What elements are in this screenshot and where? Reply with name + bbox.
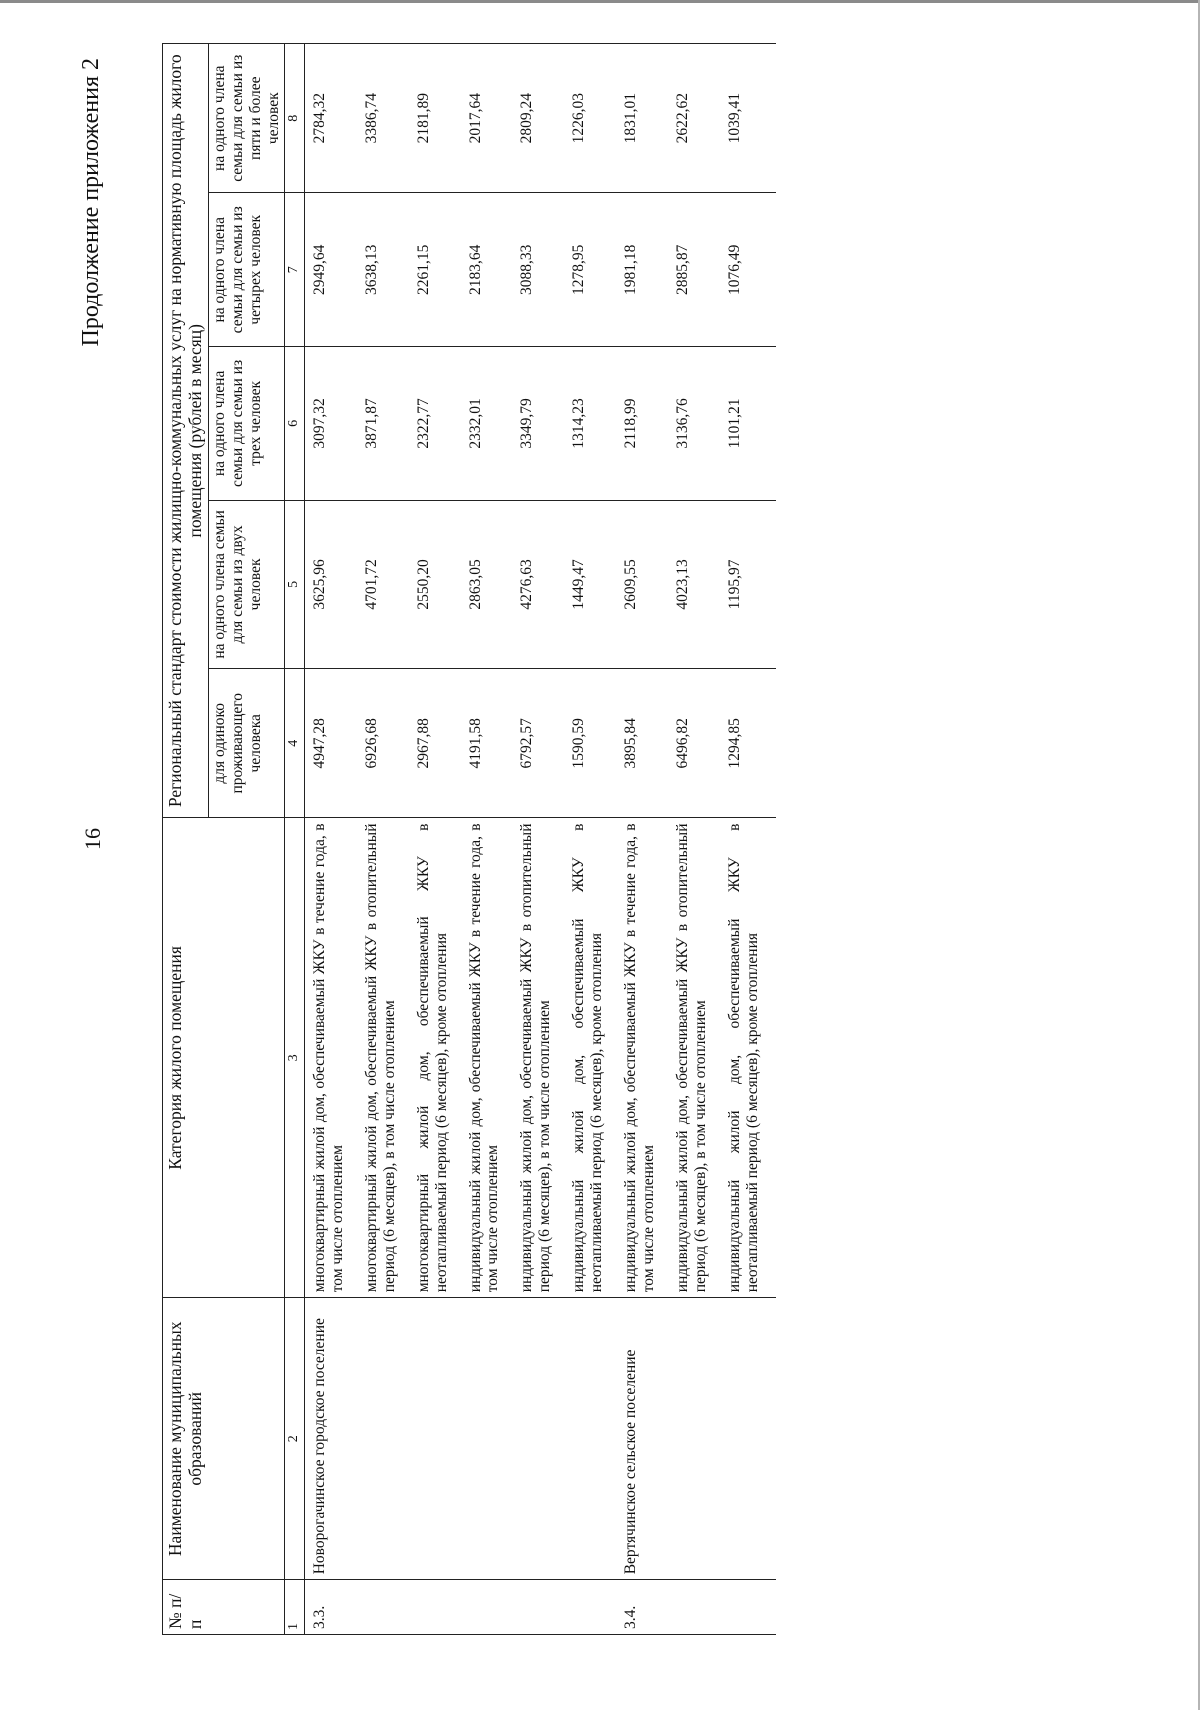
column-number: 6 bbox=[285, 347, 304, 501]
value-family-4: 2261,15 bbox=[413, 193, 465, 347]
header-municipality: Наименование муниципальных образований bbox=[163, 1298, 285, 1580]
value-single: 1590,59 bbox=[568, 669, 620, 818]
row-number bbox=[724, 1580, 776, 1635]
value-family-2: 3625,96 bbox=[304, 500, 360, 668]
value-single: 6926,68 bbox=[361, 669, 413, 818]
value-family-3: 1314,23 bbox=[568, 347, 620, 501]
header-family-2: на одного члена семьи для семьи из двух человек bbox=[208, 500, 285, 668]
value-family-5plus: 2017,64 bbox=[465, 44, 517, 193]
value-family-5plus: 1039,41 bbox=[724, 44, 776, 193]
housing-category: многоквартирный жилой дом, обеспечиваемый ЖКУ в течение года, в том числе отоплением bbox=[304, 818, 360, 1298]
table-row bbox=[361, 44, 413, 1635]
value-single: 6496,82 bbox=[672, 669, 724, 818]
value-family-3: 2322,77 bbox=[413, 347, 465, 501]
municipality-name bbox=[413, 1298, 465, 1580]
header-single: для одиноко проживающего человека bbox=[208, 669, 285, 818]
row-number: 3.4. bbox=[620, 1580, 672, 1635]
value-family-4: 3088,33 bbox=[516, 193, 568, 347]
column-number: 7 bbox=[285, 193, 304, 347]
value-family-4: 2183,64 bbox=[465, 193, 517, 347]
value-single: 2967,88 bbox=[413, 669, 465, 818]
value-family-2: 4023,13 bbox=[672, 500, 724, 668]
value-family-3: 2118,99 bbox=[620, 347, 672, 501]
value-family-5plus: 2181,89 bbox=[413, 44, 465, 193]
value-family-3: 2332,01 bbox=[465, 347, 517, 501]
housing-category: индивидуальный жилой дом, обеспечиваемый ЖКУ в отопительный период (6 месяцев), в том числе отоплением bbox=[516, 818, 568, 1298]
header-family-4: на одного члена семьи для семьи из четырех человек bbox=[208, 193, 285, 347]
housing-category: индивидуальный жилой дом, обеспечиваемый ЖКУ в течение года, в том числе отоплением bbox=[620, 818, 672, 1298]
municipality-name bbox=[724, 1298, 776, 1580]
row-number: 3.3. bbox=[304, 1580, 360, 1635]
row-number bbox=[361, 1580, 413, 1635]
value-family-2: 1449,47 bbox=[568, 500, 620, 668]
header-regional-standard: Региональный стандарт стоимости жилищно-коммунальных услуг на нормативную площадь жилого помещения (рублей в месяц) bbox=[163, 44, 209, 818]
value-single: 3895,84 bbox=[620, 669, 672, 818]
value-single: 1294,85 bbox=[724, 669, 776, 818]
value-family-5plus: 3386,74 bbox=[361, 44, 413, 193]
housing-category: индивидуальный жилой дом, обеспечиваемый ЖКУ в неотапливаемый период (6 месяцев), кроме отопления bbox=[724, 818, 776, 1298]
value-family-2: 2609,55 bbox=[620, 500, 672, 668]
column-number: 5 bbox=[285, 500, 304, 668]
value-family-2: 4276,63 bbox=[516, 500, 568, 668]
value-family-2: 1195,97 bbox=[724, 500, 776, 668]
housing-category: многоквартирный жилой дом, обеспечиваемый ЖКУ в неотапливаемый период (6 месяцев), кроме отопления bbox=[413, 818, 465, 1298]
tariff-table bbox=[162, 43, 776, 1635]
value-family-3: 3349,79 bbox=[516, 347, 568, 501]
value-single: 4191,58 bbox=[465, 669, 517, 818]
municipality-name bbox=[672, 1298, 724, 1580]
municipality-name bbox=[465, 1298, 517, 1580]
table-row bbox=[413, 44, 465, 1635]
row-number bbox=[516, 1580, 568, 1635]
municipality-name bbox=[361, 1298, 413, 1580]
housing-category: индивидуальный жилой дом, обеспечиваемый ЖКУ в неотапливаемый период (6 месяцев), кроме отопления bbox=[568, 818, 620, 1298]
municipality-name bbox=[516, 1298, 568, 1580]
value-family-3: 1101,21 bbox=[724, 347, 776, 501]
value-family-4: 1981,18 bbox=[620, 193, 672, 347]
value-family-2: 2863,05 bbox=[465, 500, 517, 668]
value-family-4: 2949,64 bbox=[304, 193, 360, 347]
value-family-2: 4701,72 bbox=[361, 500, 413, 668]
column-number: 2 bbox=[285, 1298, 304, 1580]
value-family-4: 3638,13 bbox=[361, 193, 413, 347]
value-family-3: 3136,76 bbox=[672, 347, 724, 501]
housing-category: многоквартирный жилой дом, обеспечиваемый ЖКУ в отопительный период (6 месяцев), в том числе отоплением bbox=[361, 818, 413, 1298]
table-row bbox=[672, 44, 724, 1635]
value-family-2: 2550,20 bbox=[413, 500, 465, 668]
row-number bbox=[465, 1580, 517, 1635]
table-row bbox=[724, 44, 776, 1635]
row-number bbox=[672, 1580, 724, 1635]
row-number bbox=[568, 1580, 620, 1635]
table-row bbox=[568, 44, 620, 1635]
row-number bbox=[413, 1580, 465, 1635]
header-family-5plus: на одного члена семьи для семьи из пяти и более человек bbox=[208, 44, 285, 193]
page-number: 16 bbox=[80, 828, 105, 850]
table-row bbox=[304, 44, 360, 1635]
value-family-5plus: 2809,24 bbox=[516, 44, 568, 193]
table-row bbox=[516, 44, 568, 1635]
appendix-title: Продолжение приложения 2 bbox=[78, 58, 104, 347]
header-family-3: на одного члена семьи для семьи из трех человек bbox=[208, 347, 285, 501]
value-family-5plus: 2622,62 bbox=[672, 44, 724, 193]
value-family-5plus: 2784,32 bbox=[304, 44, 360, 193]
value-single: 4947,28 bbox=[304, 669, 360, 818]
value-family-3: 3871,87 bbox=[361, 347, 413, 501]
municipality-name: Новорогачинское городское поселение bbox=[304, 1298, 360, 1580]
header-category: Категория жилого помещения bbox=[163, 818, 285, 1298]
table-row bbox=[620, 44, 672, 1635]
value-family-5plus: 1831,01 bbox=[620, 44, 672, 193]
column-number: 3 bbox=[285, 818, 304, 1298]
housing-category: индивидуальный жилой дом, обеспечиваемый ЖКУ в течение года, в том числе отоплением bbox=[465, 818, 517, 1298]
value-family-4: 2885,87 bbox=[672, 193, 724, 347]
column-number: 8 bbox=[285, 44, 304, 193]
value-family-3: 3097,32 bbox=[304, 347, 360, 501]
column-number: 1 bbox=[285, 1580, 304, 1635]
value-family-5plus: 1226,03 bbox=[568, 44, 620, 193]
value-family-4: 1278,95 bbox=[568, 193, 620, 347]
municipality-name: Вертячинское сельское поселение bbox=[620, 1298, 672, 1580]
housing-category: индивидуальный жилой дом, обеспечиваемый ЖКУ в отопительный период (6 месяцев), в том числе отоплением bbox=[672, 818, 724, 1298]
value-family-4: 1076,49 bbox=[724, 193, 776, 347]
value-single: 6792,57 bbox=[516, 669, 568, 818]
header-number: № п/п bbox=[163, 1580, 285, 1635]
column-number: 4 bbox=[285, 669, 304, 818]
municipality-name bbox=[568, 1298, 620, 1580]
table-row bbox=[465, 44, 517, 1635]
